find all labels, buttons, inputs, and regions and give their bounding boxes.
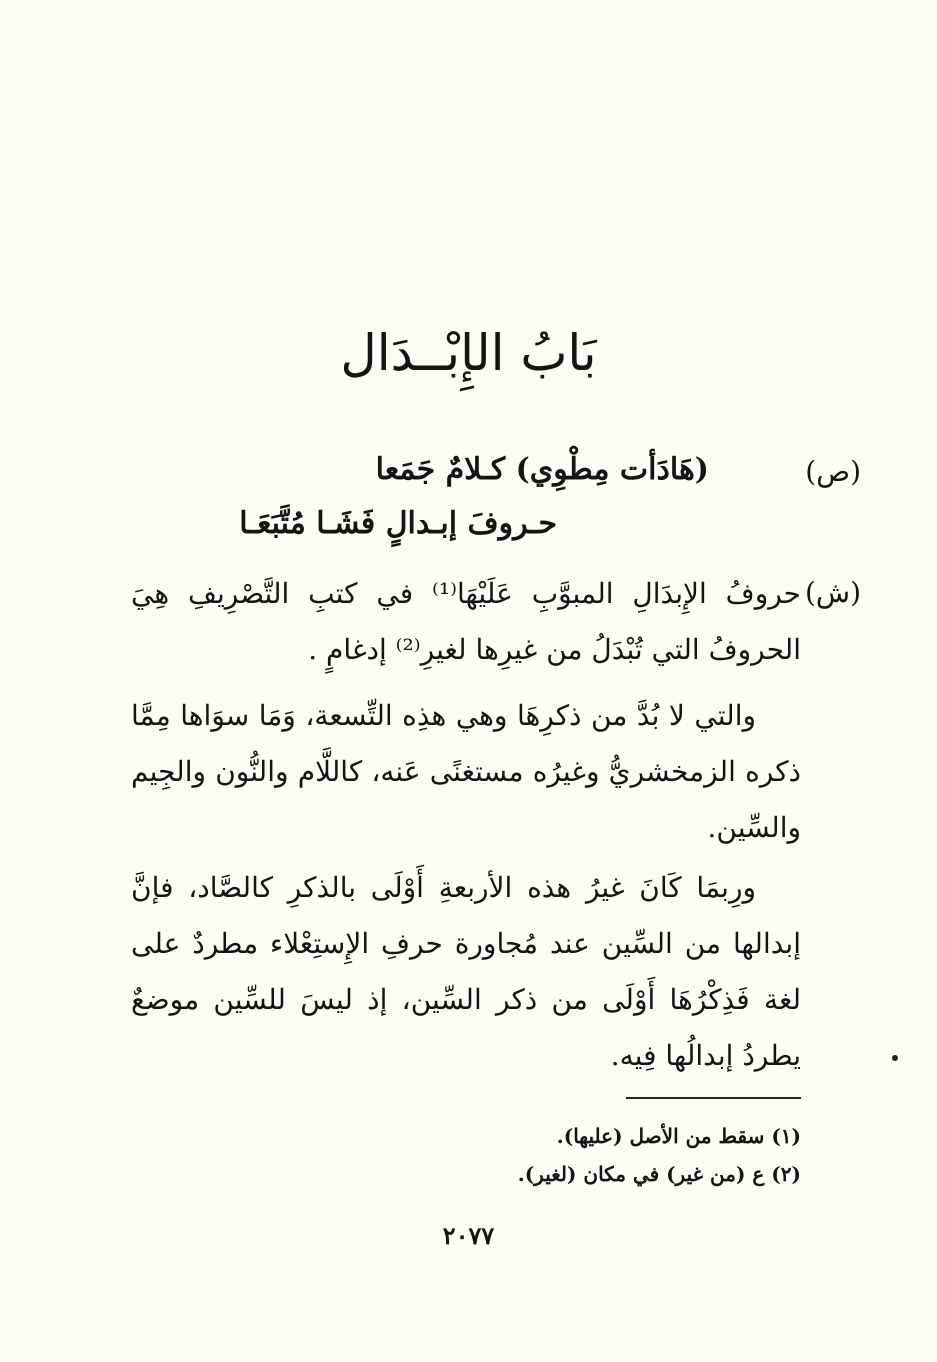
footnote-1: (١) سقط من الأصل (عليها).: [556, 1124, 801, 1148]
margin-dot: [892, 1055, 898, 1061]
footnote-separator: [626, 1097, 801, 1099]
commentary-paragraph-3: ورِبمَا كَانَ غيرُ هذه الأربعةِ أَوْلَى بالذكرِ كالصَّاد، فإنَّ إبدالها من السِّين عند مُجاورة حرفِ الإِستِعْلاء مطردٌ على لغة فَذِكْرُهَا أَوْلَى من ذكر السِّين، إذ ليسَ للسِّين موضعٌ يطردُ إبدالُها فِيه.: [131, 871, 801, 1072]
verse-line-2: حـروفَ إبـدالٍ فَشَـا مُتَّبَعَـا: [239, 506, 557, 541]
footnote-2: (٢) ع (من غير) في مكان (لغير).: [517, 1162, 801, 1186]
verse-line-1: (هَادَأت مِطْوِي) كـلامٌ جَمَعا: [375, 452, 709, 487]
commentary-paragraph-1-text: حروفُ الإِبدَالِ المبوَّبِ عَلَيْهَا⁽¹⁾ في كتبِ التَّصْرِيفِ هِيَ الحروفُ التي تُبْدَلُ من غيرِها لغيرِ⁽²⁾ إدغامٍ .: [131, 577, 801, 666]
page-number: ٢٠٧٧: [442, 1221, 495, 1250]
verse-marker: (ص): [805, 455, 861, 488]
commentary-paragraph-1: [131, 566, 801, 678]
commentary-paragraph-2: والتي لا بُدَّ من ذكرِهَا وهي هذِه التِّسعة، وَمَا سوَاها مِمَّا ذكره الزمخشريُّ وغيرُه مستغنًى عَنه، كاللَّام والنُّون والجِيم والسِّين.: [131, 699, 801, 844]
chapter-title: بَابُ الإِبْــدَال: [340, 324, 597, 382]
commentary-marker: (ش): [804, 576, 861, 609]
